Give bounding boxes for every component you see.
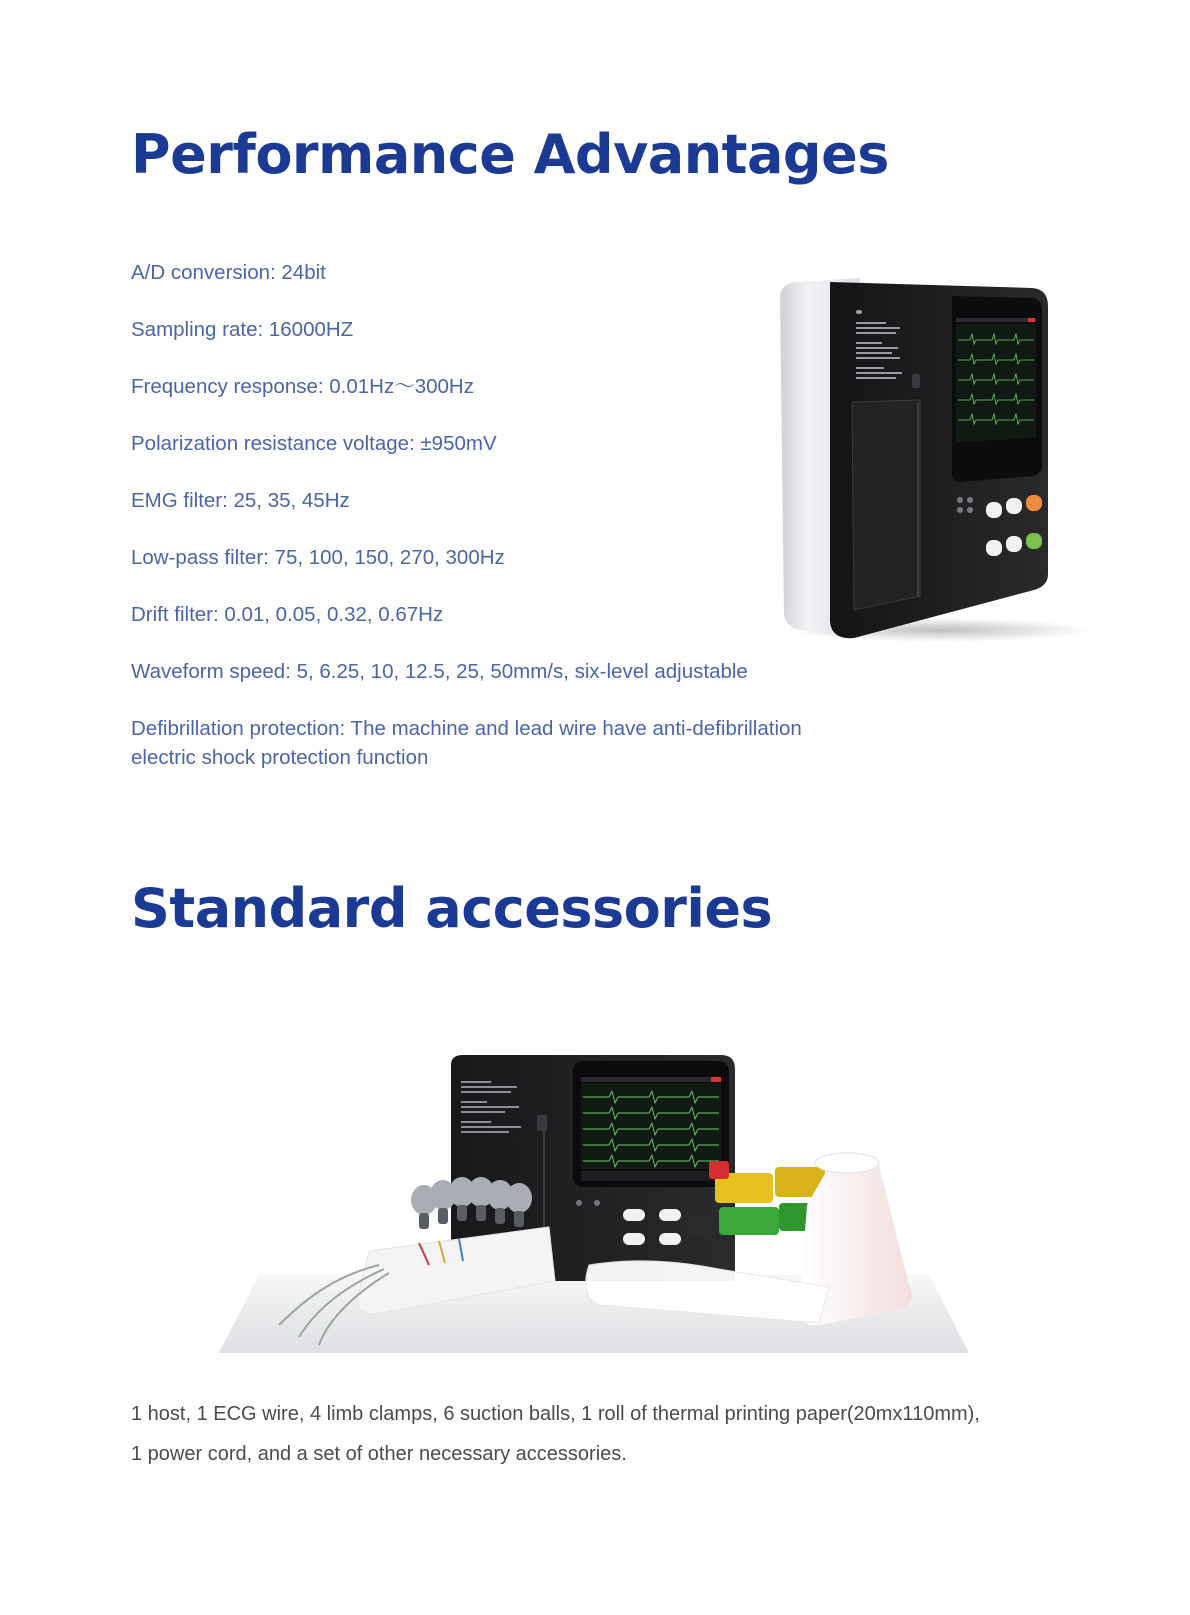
spec-item-defibrillation-protection: Defibrillation protection: The machine and lead wire have anti-defibrillation electric shock protection function	[131, 717, 802, 769]
accessories-photo	[219, 1055, 969, 1355]
spec-list	[131, 258, 811, 772]
performance-advantages-heading: Performance Advantages	[131, 123, 889, 186]
spec-item-waveform-speed: Waveform speed: 5, 6.25, 10, 12.5, 25, 50mm/s, six-level adjustable	[131, 660, 748, 683]
spec-item-low-pass-filter: Low-pass filter: 75, 100, 150, 270, 300Hz	[131, 546, 505, 569]
accessories-line-1: 1 host, 1 ECG wire, 4 limb clamps, 6 suction balls, 1 roll of thermal printing paper(20mx110mm),	[131, 1403, 980, 1425]
spec-item-frequency-response: Frequency response: 0.01Hz～300Hz	[131, 375, 474, 398]
spec-item-emg-filter: EMG filter: 25, 35, 45Hz	[131, 489, 350, 512]
accessories-description	[131, 1394, 1111, 1474]
spec-item-polarization-voltage: Polarization resistance voltage: ±950mV	[131, 432, 497, 455]
spec-item-ad-conversion: A/D conversion: 24bit	[131, 261, 326, 284]
spec-item-drift-filter: Drift filter: 0.01, 0.05, 0.32, 0.67Hz	[131, 603, 444, 626]
ecg-device-image	[770, 278, 1090, 648]
standard-accessories-heading: Standard accessories	[131, 877, 773, 940]
spec-item-sampling-rate: Sampling rate: 16000HZ	[131, 318, 354, 341]
accessories-line-2: 1 power cord, and a set of other necessary accessories.	[131, 1443, 627, 1465]
